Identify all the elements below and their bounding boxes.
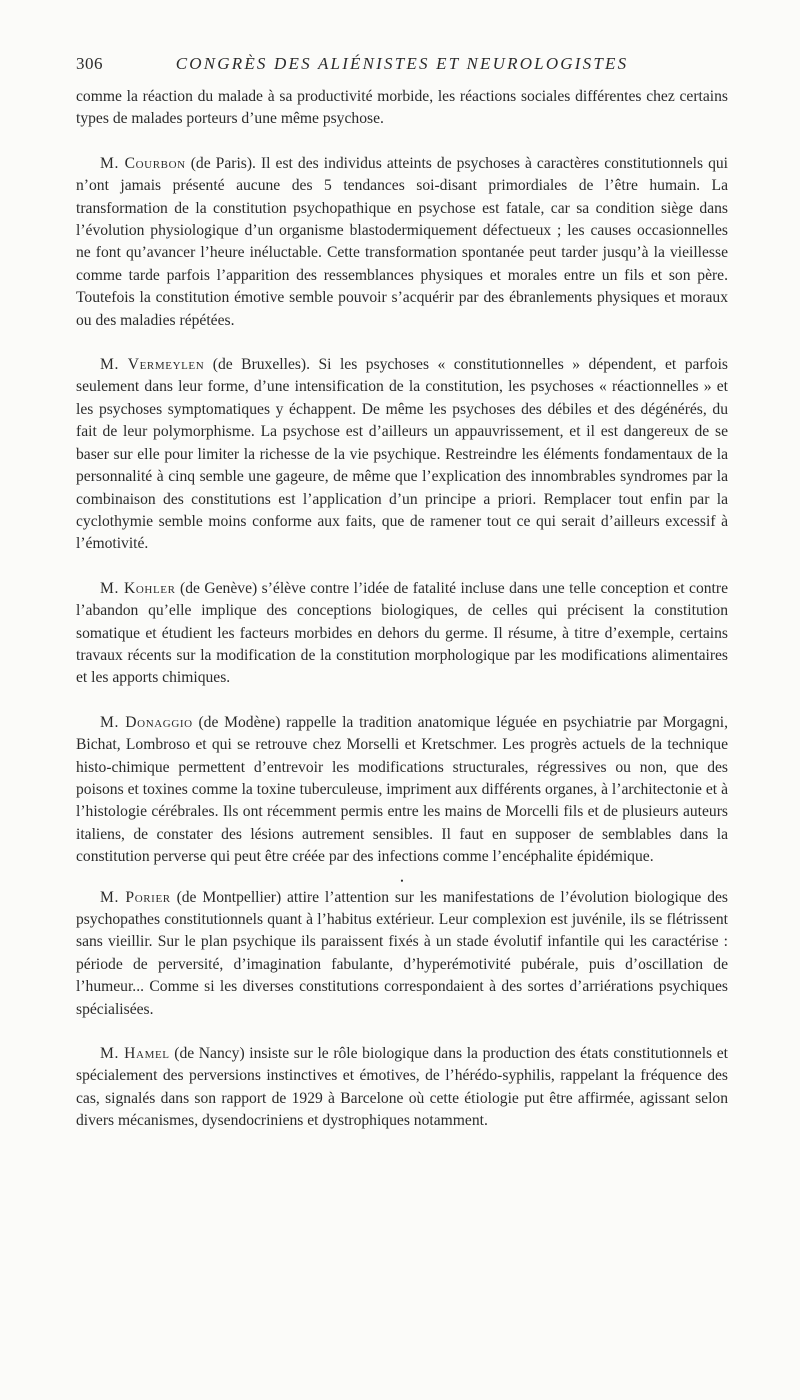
paragraph-text: comme la réaction du malade à sa productivité morbide, les réactions sociales différentes chez certains types de malades porteurs d’une même psychose. xyxy=(76,88,728,128)
paragraph-hamel xyxy=(76,1043,728,1133)
paragraph-text: (de Modène) rappelle la tradition anatomique léguée en psychiatrie par Morgagni, Bichat, Lombroso et qui se retrouve chez Morselli et Kretschmer. Les progrès actuels de la technique histo-chimique permettent d’entrevoir les modifications structurales, régressives ou non, que des poisons et toxines comme la toxine tuberculeuse, impriment aux différents organes, à l’architectonie et à l’histologie cérébrales. Ils ont récemment permis entre les mains de Morcelli fils et de plusieurs auteurs italiens, de constater des lésions autrement sensibles. Il faut en supposer de semblables dans la constitution perverse qui peut être créée par des infections comme l’encéphalite épidémique. xyxy=(76,713,728,866)
speaker-name: M. Hamel xyxy=(100,1045,170,1063)
ink-speck: • xyxy=(400,875,404,886)
paragraph-courbon xyxy=(76,153,728,332)
paragraph-text: (de Paris). Il est des individus atteints de psychoses à caractères constitutionnels qui n’ont jamais présenté aucune des 5 tendances soi-disant primordiales de l’être humain. La transformation de la constitution psychopathique en psychose est fatale, car sa condition siège dans l’évolution physiologique d’un organisme blastodermiquement défectueux ; les causes occasionnelles ne font qu’avancer l’heure inéluctable. Cette transformation spontanée peut tarder jusqu’à la vieillesse comme tarde parfois l’apparition des ressemblances physiques et morales entre un fils et son père. Toutefois la constitution émotive semble pouvoir s’acquérir par des ébranlements physiques et moraux ou des maladies répétées. xyxy=(76,154,728,329)
body-text xyxy=(76,86,728,1155)
paragraph-donaggio xyxy=(76,712,728,869)
paragraph-text: (de Nancy) insiste sur le rôle biologique dans la production des états constitutionnels et spécialement des perversions instinctives et émotives, de l’hérédo-syphilis, rappelant la fréquence des cas, signalés dans son rapport de 1929 à Barcelone où cette étiologie put être affirmée, agissant selon divers mécanismes, dysendocriniens et dystrophiques notamment. xyxy=(76,1045,729,1130)
paragraph-text: (de Genève) s’élève contre l’idée de fatalité incluse dans une telle conception et contre l’abandon qu’elle implique des conceptions biologiques, de celles qui précisent la constitution somatique et étudient les facteurs morbides en dehors du germe. Il résume, à titre d’exemple, certains travaux récents sur la modification de la constitution morphologique par les modifications alimentaires et les apports chimiques. xyxy=(76,579,728,687)
paragraph-porier xyxy=(76,887,728,1021)
speaker-name: M. Donaggio xyxy=(100,713,193,731)
speaker-name: M. Courbon xyxy=(100,154,186,172)
paragraph-text: (de Montpellier) attire l’attention sur les manifestations de l’évolution biologique des psychopathes constitutionnels quant à l’habitus extérieur. Leur complexion est juvénile, ils se flétrissent sans vieillir. Sur le plan psychique ils paraissent fixés à un stade évolutif infantile qui les caractérise : période de perversité, d’imagination fabulante, d’hyperémotivité pubérale, puis d’oscillation de l’humeur... Comme si les diverses constitutions correspondaient à des sortes d’arriérations psychiques spécialisées. xyxy=(76,888,728,1018)
paragraph-kohler xyxy=(76,578,728,690)
page-header xyxy=(76,54,728,80)
speaker-name: M. Porier xyxy=(100,888,171,906)
speaker-name: M. Vermeylen xyxy=(100,356,205,374)
paragraph-text: (de Bruxelles). Si les psychoses « constitutionnelles » dépendent, et parfois seulement dans leur forme, d’une intensification de la constitution, les psychoses « réactionnelles » et les psychoses symptomatiques y échappent. De même les psychoses des débiles et des dégénérés, du fait de leur polymorphisme. La psychose est d’ailleurs un appauvrissement, et il est dangereux de se baser sur elle pour limiter la richesse de la vie psychique. Restreindre les éléments fondamentaux de la personnalité à cinq semble une gageure, de même que l’explication des innombrables syndromes par la combinaison des constitutions est l’application d’un principe a priori. Remplacer tout enfin par la cyclothymie semble moins conforme aux faits, que de ramener tout ce qui serait d’ailleurs excessif à l’émotivité. xyxy=(76,356,728,553)
running-head: CONGRÈS DES ALIÉNISTES ET NEUROLOGISTES xyxy=(175,54,629,73)
page-number: 306 xyxy=(76,54,103,73)
speaker-name: M. Kohler xyxy=(100,579,176,597)
paragraph-vermeylen xyxy=(76,354,728,556)
paragraph-continued xyxy=(76,86,728,131)
